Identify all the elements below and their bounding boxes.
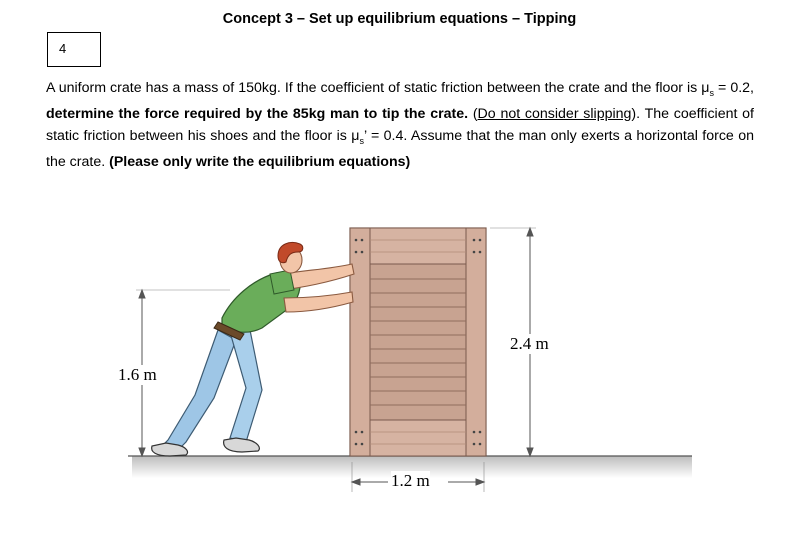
problem-text-4: ). The coefficient of static friction between his shoes and the floor is μ xyxy=(46,106,754,144)
subscript-s2: s xyxy=(359,135,364,146)
man-pushing xyxy=(152,243,354,457)
problem-underlined-note: Do not consider slipping xyxy=(477,106,632,123)
problem-text-2: = 0.2, xyxy=(713,80,754,96)
page-title: Concept 3 – Set up equilibrium equations – Tipping xyxy=(222,11,577,27)
problem-bold-instruction: (Please only write the equilibrium equations) xyxy=(109,154,411,171)
problem-text-1: A uniform crate has a mass of 150kg. If the coefficient of static friction between the crate and the floor is μ xyxy=(46,80,710,96)
crate xyxy=(350,228,486,456)
label-man-height: 1.6 m xyxy=(118,365,157,384)
label-crate-height: 2.4 m xyxy=(510,334,549,353)
label-crate-width: 1.2 m xyxy=(391,471,430,490)
subscript-s: s xyxy=(709,87,714,98)
problem-number: 4 xyxy=(59,41,67,56)
problem-bold-question: determine the force required by the 85kg man to tip the crate. xyxy=(46,106,469,123)
problem-text-3: ( xyxy=(468,106,478,123)
problem-text-5: ’ = 0.4. Assume that the man only exerts a horizontal force on the crate. xyxy=(46,127,754,171)
